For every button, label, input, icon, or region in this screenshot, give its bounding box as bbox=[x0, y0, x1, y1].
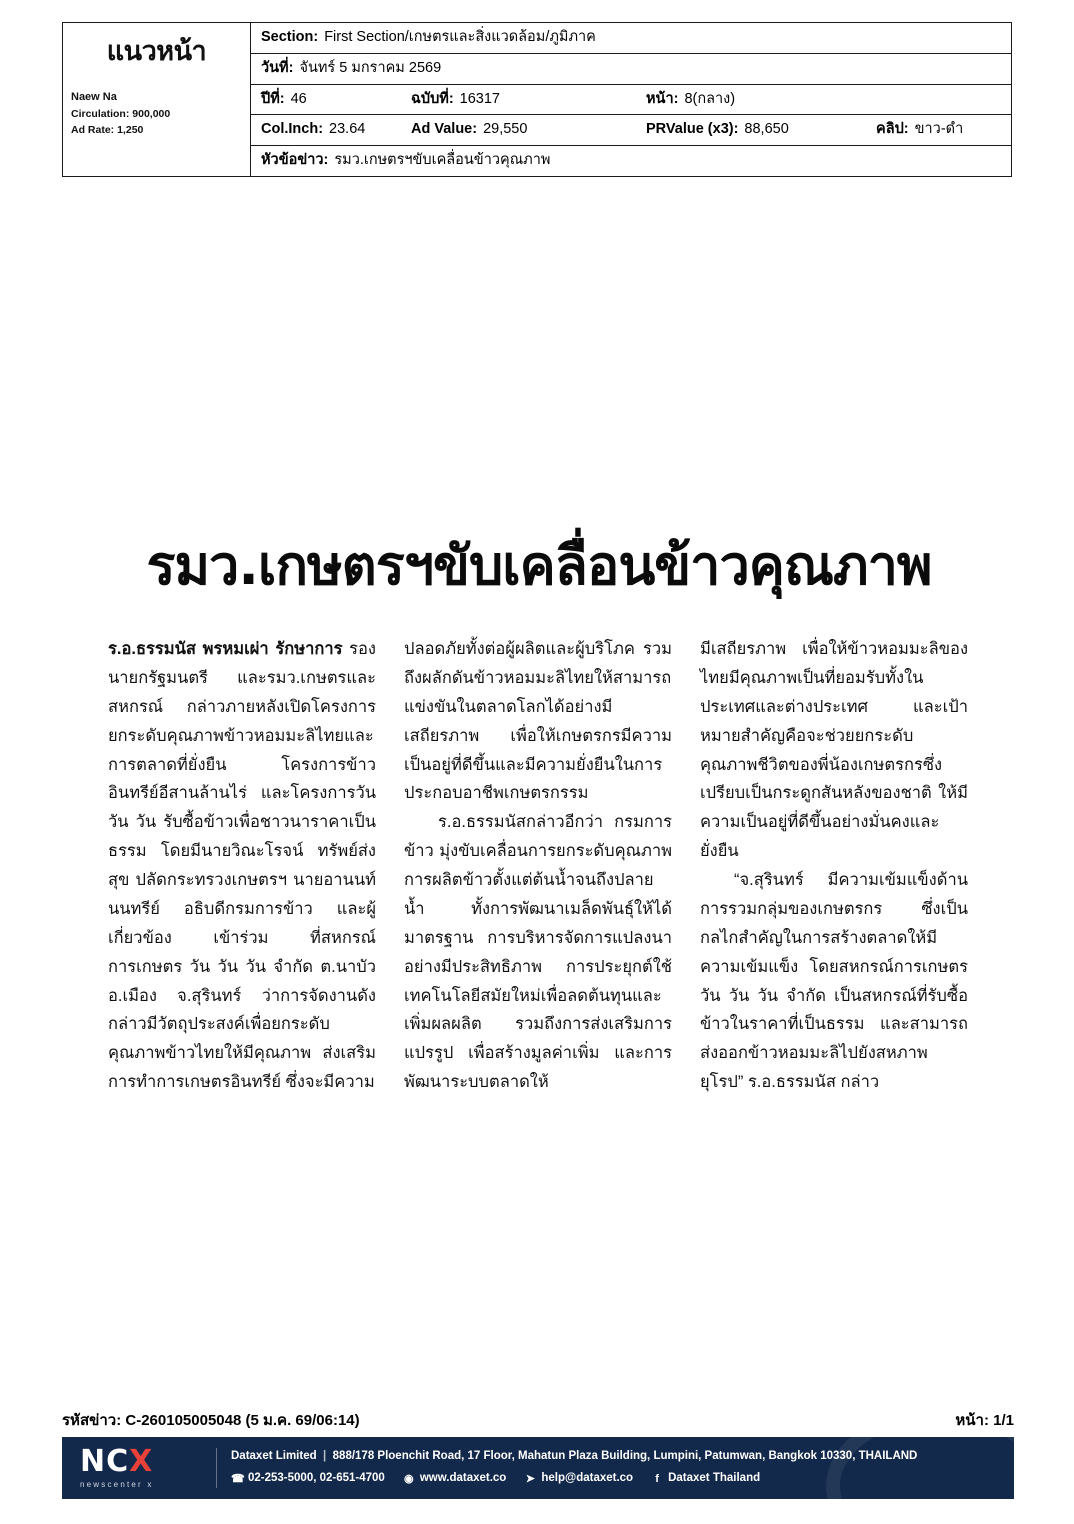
paragraph-text: รองนายกรัฐมนตรี และรมว.เกษตรและสหกรณ์ กล่าวภายหลังเปิดโครงการยกระดับคุณภาพข้าวหอมมะลิไทยและการตลาดที่ยั่งยืน โครงการข้าวอินทรีย์อีสานล้านไร่ และโครงการวัน วัน วัน รับซื้อข้าวเพื่อชาวนาราคาเป็นธรรม โดยมีนายวิณะโรจน์ ทรัพย์ส่งสุข ปลัดกระทรวงเกษตรฯ นายอานนท์ นนทรีย์ อธิบดีกรมการข้าว และผู้เกี่ยวข้อง เข้าร่วม ที่สหกรณ์การเกษตร วัน วัน วัน จำกัด ต.นาบัว อ.เมือง จ.สุรินทร์ ว่าการจัดงานดังกล่าวมีวัตถุประสงค์เพื่อยกระดับคุณภาพข้าวไทยให้มีคุณภาพ ส่งเสริมการทำการเกษตรอินทรีย์ ซึ่งจะมีความ bbox=[108, 640, 376, 1092]
footer-divider bbox=[216, 1448, 217, 1488]
phone-item[interactable] bbox=[231, 1468, 385, 1490]
website-item[interactable] bbox=[403, 1468, 507, 1490]
ncx-tagline: newscenter x bbox=[80, 1480, 154, 1489]
date-label: วันที่: bbox=[261, 59, 294, 76]
news-code bbox=[62, 1408, 360, 1432]
facebook-icon: f bbox=[654, 1472, 660, 1485]
section-row bbox=[251, 23, 1011, 54]
footer-page-value: 1/1 bbox=[993, 1412, 1014, 1429]
article-body bbox=[108, 535, 970, 1097]
clip-label: คลิป: bbox=[876, 121, 909, 138]
article-column-1 bbox=[108, 635, 376, 1097]
paragraph bbox=[404, 808, 672, 1097]
colinch-cell bbox=[261, 119, 411, 141]
headline-label: หัวข้อข่าว: bbox=[261, 152, 329, 168]
pr-value-value: 88,650 bbox=[744, 121, 789, 138]
circulation-row bbox=[71, 106, 242, 122]
company-name: Dataxet Limited bbox=[231, 1450, 317, 1463]
year-value: 46 bbox=[290, 90, 307, 107]
news-code-value: C-260105005048 (5 ม.ค. 69/06:14) bbox=[125, 1412, 360, 1429]
footer-links-row bbox=[231, 1468, 917, 1490]
circulation-value: 900,000 bbox=[132, 107, 171, 120]
paragraph bbox=[404, 635, 672, 808]
clip-type-cell bbox=[876, 119, 1003, 141]
issue-cell bbox=[411, 89, 646, 111]
date-row bbox=[251, 54, 1011, 85]
page-cell bbox=[646, 89, 1003, 111]
issue-value: 16317 bbox=[459, 90, 500, 107]
separator: | bbox=[319, 1450, 330, 1463]
article-headline: รมว.เกษตรฯขับเคลื่อนข้าวคุณภาพ bbox=[146, 534, 932, 597]
facebook-page: Dataxet Thailand bbox=[668, 1472, 761, 1484]
clip-value: ขาว-ดำ bbox=[914, 121, 964, 138]
paragraph bbox=[108, 635, 376, 1097]
globe-icon: ◉ bbox=[404, 1472, 414, 1485]
phone-number: 02-253-5000, 02-651-4700 bbox=[248, 1472, 385, 1484]
ad-value-label: Ad Value: bbox=[411, 121, 478, 138]
footer-page-label: หน้า: bbox=[955, 1412, 989, 1429]
footer-meta bbox=[62, 1408, 1014, 1432]
pr-value-cell bbox=[646, 119, 876, 141]
issue-row bbox=[251, 85, 1011, 116]
facebook-item[interactable] bbox=[651, 1468, 760, 1490]
year-cell bbox=[261, 89, 411, 111]
article-column-2 bbox=[404, 635, 672, 1097]
paragraph-lead: ร.อ.ธรรมนัส พรหมเผ่า รักษาการ bbox=[108, 640, 343, 659]
date-value: จันทร์ 5 มกราคม 2569 bbox=[299, 59, 442, 76]
year-label: ปีที่: bbox=[261, 90, 285, 107]
circulation-label: Circulation: bbox=[71, 107, 130, 120]
article-column-3 bbox=[700, 635, 968, 1097]
ad-rate-row bbox=[71, 122, 242, 138]
section-label: Section: bbox=[261, 29, 319, 45]
page-value: 8(กลาง) bbox=[684, 90, 736, 107]
paragraph bbox=[700, 866, 968, 1097]
ad-rate-label: Ad Rate: bbox=[71, 124, 115, 136]
section-value: First Section/เกษตรและสิ่งแวดล้อม/ภูมิภาค bbox=[324, 29, 596, 45]
paragraph-text: ร.อ.ธรรมนัสกล่าวอีกว่า กรมการข้าว มุ่งขับเคลื่อนการยกระดับคุณภาพการผลิตข้าวตั้งแต่ต้นน้ำจนถึงปลายน้ำ ทั้งการพัฒนาเมล็ดพันธุ์ให้ได้มาตรฐาน การบริหารจัดการแปลงนาอย่างมีประสิทธิภาพ การประยุกต์ใช้เทคโนโลยีสมัยใหม่เพื่อลดต้นทุนและเพิ่มผลผลิต รวมถึงการส่งเสริมการแปรรูป เพื่อสร้างมูลค่าเพิ่ม และการพัฒนาระบบตลาดให้ bbox=[404, 813, 672, 1092]
news-code-label: รหัสข่าว: bbox=[62, 1412, 122, 1429]
page-label: หน้า: bbox=[646, 90, 679, 107]
website-url: www.dataxet.co bbox=[419, 1472, 507, 1484]
publication-name: Naew Na bbox=[71, 90, 117, 103]
email-item[interactable] bbox=[524, 1468, 633, 1490]
headline-value: รมว.เกษตรฯขับเคลื่อนข้าวคุณภาพ bbox=[334, 152, 551, 168]
footer-page bbox=[955, 1408, 1014, 1432]
company-address: 888/178 Ploenchit Road, 17 Floor, Mahatun Plaza Building, Lumpini, Patumwan, Bangkok 10330, THAILAND bbox=[332, 1450, 918, 1463]
pr-value-label: PRValue (x3): bbox=[646, 121, 739, 138]
masthead-logo: แนวหน้า bbox=[106, 36, 207, 67]
paragraph-text: มีเสถียรภาพ เพื่อให้ข้าวหอมมะลิของไทยมีคุณภาพเป็นที่ยอมรับทั้งในประเทศและต่างประเทศ และเป้าหมายสำคัญคือจะช่วยยกระดับคุณภาพชีวิตของพี่น้องเกษตรกรซึ่งเปรียบเป็นกระดูกสันหลังของชาติ ให้มีความเป็นอยู่ที่ดีขึ้นอย่างมั่นคงและยั่งยืน bbox=[700, 640, 968, 861]
phone-icon: ☎ bbox=[231, 1472, 245, 1485]
colinch-label: Col.Inch: bbox=[261, 121, 324, 138]
footer-address-row bbox=[231, 1446, 917, 1468]
publication-info bbox=[63, 23, 251, 176]
ad-rate-value: 1,250 bbox=[117, 124, 144, 136]
ad bbox=[411, 119, 646, 141]
publication-meta bbox=[71, 89, 242, 139]
paragraph-text: ปลอดภัยทั้งต่อผู้ผลิตและผู้บริโภค รวมถึงผลักดันข้าวหอมมะลิไทยให้สามารถแข่งขันในตลาดโลกได้อย่างมีเสถียรภาพ เพื่อให้เกษตรกรมีความเป็นอยู่ที่ดีขึ้นและมีความยั่งยืนในการประกอบอาชีพเกษตรกรรม bbox=[404, 640, 672, 803]
headline-row bbox=[251, 146, 1011, 176]
paragraph-text: “จ.สุรินทร์ มีความเข้มแข็งด้านการรวมกลุ่มของเกษตรกร ซึ่งเป็นกลไกสำคัญในการสร้างตลาดให้มีความเข้มแข็ง โดยสหกรณ์การเกษตร วัน วัน วัน จำกัด เป็นสหกรณ์ที่รับซื้อข้าวในราคาที่เป็นธรรม และสามารถส่งออกข้าวหอมมะลิไปยังสหภาพยุโรป” ร.อ.ธรรมนัส กล่าว bbox=[700, 871, 968, 1092]
email-address: help@dataxet.co bbox=[541, 1472, 634, 1484]
footer-bar bbox=[62, 1437, 1014, 1499]
colinch-value: 23.64 bbox=[329, 121, 366, 138]
ad-value-value: 29,550 bbox=[483, 121, 528, 138]
issue-label: ฉบับที่: bbox=[411, 90, 454, 107]
value-row bbox=[251, 115, 1011, 146]
telegram-icon: ➤ bbox=[525, 1472, 535, 1485]
clipping-header bbox=[62, 22, 1012, 177]
paragraph bbox=[700, 635, 968, 866]
clipping-fields bbox=[251, 23, 1011, 176]
article-columns bbox=[108, 635, 970, 1097]
footer-contact bbox=[231, 1446, 917, 1490]
ncx-logo bbox=[62, 1444, 212, 1489]
ncx-wordmark: NCX bbox=[80, 1444, 154, 1479]
